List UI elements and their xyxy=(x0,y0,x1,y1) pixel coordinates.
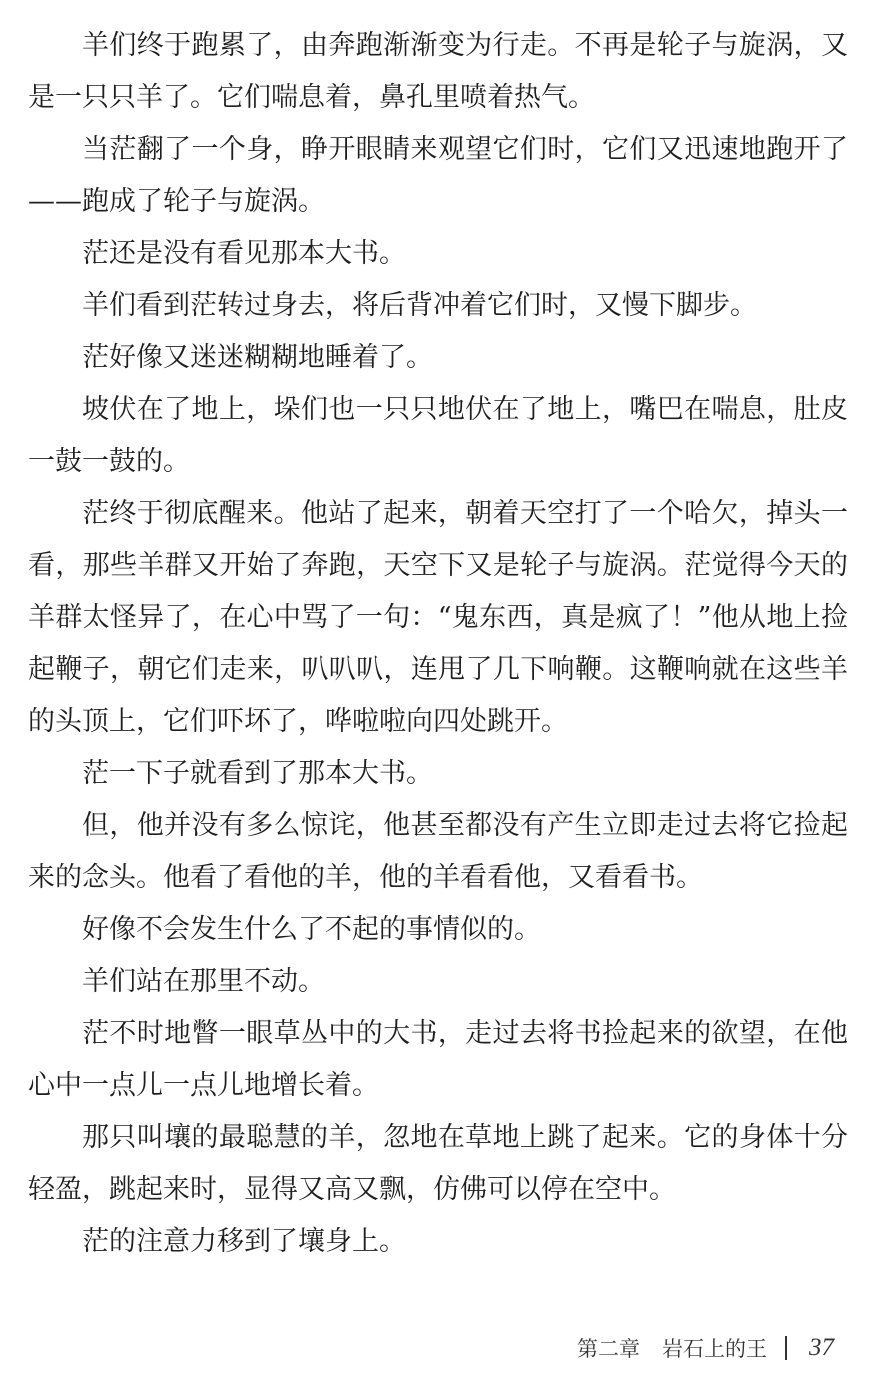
paragraph: 茫好像又迷迷糊糊地睡着了。 xyxy=(82,342,433,373)
paragraph: 茫终于彻底醒来。他站了起来，朝着天空打了一个哈欠，掉头一看，那些羊群又开始了奔跑，天空下又是轮子与旋涡。茫觉得今天的羊群太怪异了，在心中骂了一句：“鬼东西，真是疯了！”他从地上捡起鞭子，朝它们走来，叭叭叭，连甩了几下响鞭。这鞭响就在这些羊的头顶上，它们吓坏了，哗啦啦向四处跳开。 xyxy=(28,498,848,737)
paragraph: 坡伏在了地上，垛们也一只只地伏在了地上，嘴巴在喘息，肚皮一鼓一鼓的。 xyxy=(28,394,848,477)
chapter-label: 第二章 xyxy=(577,1337,640,1361)
paragraph: 茫还是没有看见那本大书。 xyxy=(82,238,406,269)
paragraph: 茫不时地瞥一眼草丛中的大书，走过去将书捡起来的欲望，在他心中一点儿一点儿地增长着。 xyxy=(28,1018,848,1101)
paragraph: 羊们看到茫转过身去，将后背冲着它们时，又慢下脚步。 xyxy=(82,290,757,321)
page-number: 37 xyxy=(809,1334,834,1361)
paragraph: 茫一下子就看到了那本大书。 xyxy=(82,758,433,789)
paragraph: 当茫翻了一个身，睁开眼睛来观望它们时，它们又迅速地跑开了——跑成了轮子与旋涡。 xyxy=(28,134,848,217)
paragraph: 茫的注意力移到了壤身上。 xyxy=(82,1226,406,1257)
paragraph: 但，他并没有多么惊诧，他甚至都没有产生立即走过去将它捡起来的念头。他看了看他的羊，他的羊看看他，又看看书。 xyxy=(28,810,848,893)
footer-divider xyxy=(785,1336,787,1360)
body-text xyxy=(28,20,848,1268)
paragraph: 好像不会发生什么了不起的事情似的。 xyxy=(82,914,541,945)
chapter-title: 岩石上的王 xyxy=(662,1337,767,1361)
paragraph: 羊们站在那里不动。 xyxy=(82,966,325,997)
paragraph: 那只叫壤的最聪慧的羊，忽地在草地上跳了起来。它的身体十分轻盈，跳起来时，显得又高又飘，仿佛可以停在空中。 xyxy=(28,1122,848,1205)
page-footer xyxy=(577,1328,834,1368)
paragraph: 羊们终于跑累了，由奔跑渐渐变为行走。不再是轮子与旋涡，又是一只只羊了。它们喘息着，鼻孔里喷着热气。 xyxy=(28,30,848,113)
